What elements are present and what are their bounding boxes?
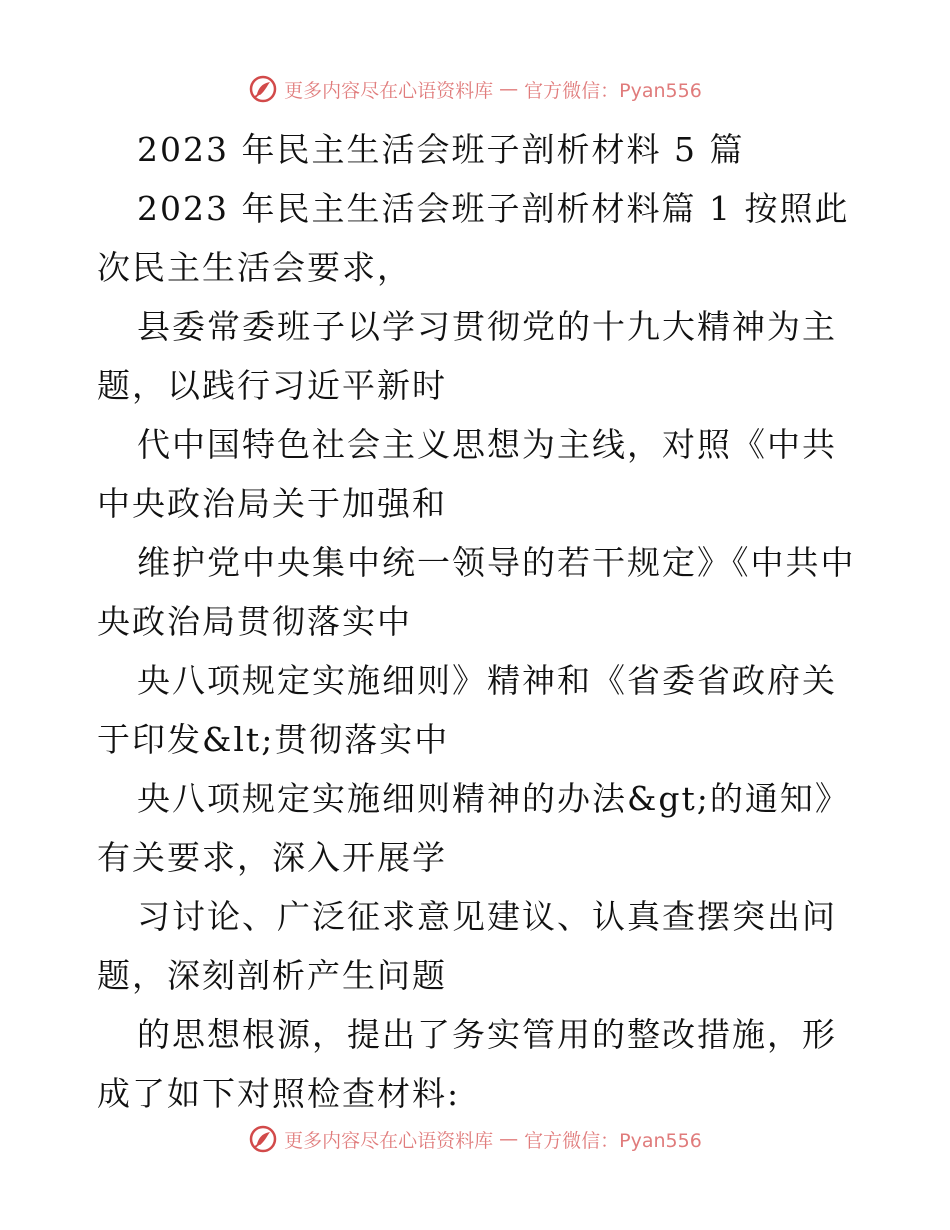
watermark-footer [0,1124,950,1154]
document-title: 2023 年民主生活会班子剖析材料 5 篇 [137,130,745,169]
paragraph-3: 代中国特色社会主义思想为主线，对照《中共中央政治局关于加强和 [97,425,837,523]
watermark-separator: — [499,78,519,100]
watermark-contact: 官方微信：Pyan556 [524,1129,702,1152]
paragraph-5: 央八项规定实施细则》精神和《省委省政府关于印发&lt;贯彻落实中 [97,661,837,759]
paragraph-7: 习讨论、广泛征求意见建议、认真查摆突出问题，深刻剖析产生问题 [97,897,837,995]
paragraph-6: 央八项规定实施细则精神的办法&gt;的通知》有关要求，深入开展学 [97,779,850,877]
watermark-contact: 官方微信：Pyan556 [524,79,702,102]
watermark-text: 更多内容尽在心语资料库 [284,1129,494,1152]
paragraph-1: 2023 年民主生活会班子剖析材料篇 1 按照此次民主生活会要求， [97,189,850,287]
watermark-text: 更多内容尽在心语资料库 [284,79,494,102]
watermark-separator: — [499,1128,519,1150]
watermark-header [0,74,950,104]
logo-icon [248,1124,278,1154]
paragraph-4: 维护党中央集中统一领导的若干规定》《中共中央政治局贯彻落实中 [97,543,856,641]
document-body [97,120,857,1123]
logo-icon [248,74,278,104]
paragraph-8: 的思想根源，提出了务实管用的整改措施，形成了如下对照检查材料: [97,1015,837,1113]
paragraph-2: 县委常委班子以学习贯彻党的十九大精神为主题，以践行习近平新时 [97,307,837,405]
